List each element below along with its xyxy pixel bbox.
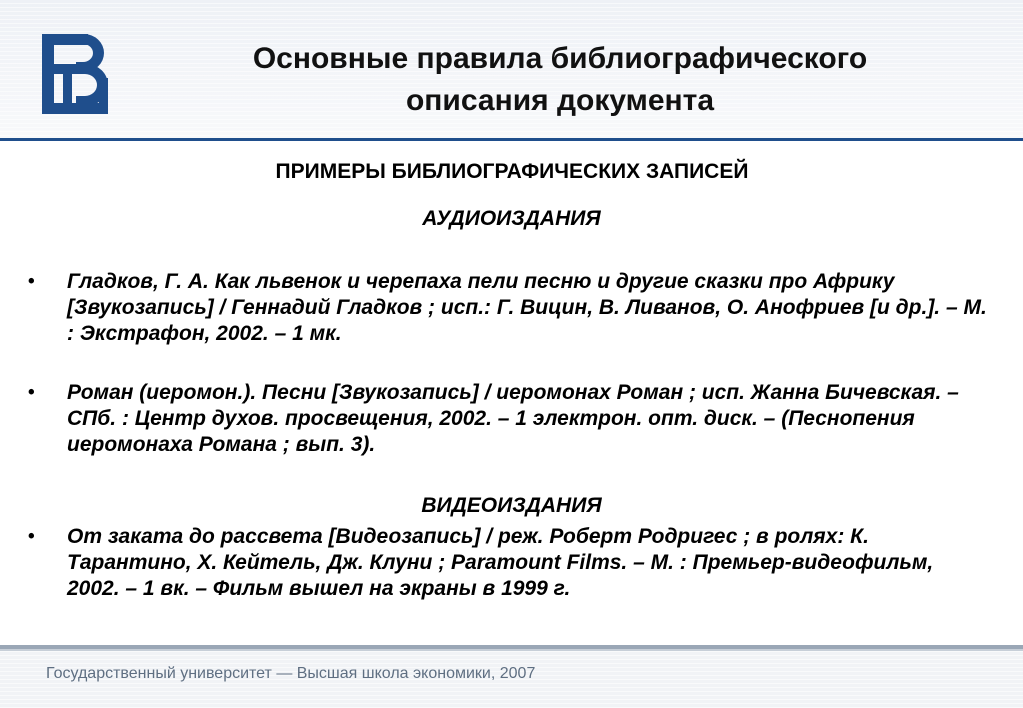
list-item (28, 269, 988, 347)
footer-text: Государственный университет — Высшая школа экономики, 2007 (46, 665, 536, 682)
section-heading: ПРИМЕРЫ БИБЛИОГРАФИЧЕСКИХ ЗАПИСЕЙ (275, 160, 749, 183)
bullet-icon: • (28, 526, 35, 547)
bullet-icon: • (28, 271, 35, 292)
bibliographic-entry: Роман (иеромон.). Песни [Звукозапись] / иеромонах Роман ; исп. Жанна Бичевская. – СПб. : Центр духов. просвещения, 2002. – 1 электрон. опт. диск. – (Песнопения иеромонаха Романа ; вып. 3). (67, 381, 959, 456)
hse-logo-icon (42, 34, 108, 114)
list-item (28, 524, 988, 602)
bullet-icon: • (28, 382, 35, 403)
page-title-line-1: Основные правила библиографического (252, 42, 868, 75)
list-item (28, 380, 988, 458)
bibliographic-entry: От заката до рассвета [Видеозапись] / реж. Роберт Родригес ; в ролях: К. Тарантино, Х. Кейтель, Дж. Клуни ; Paramount Films. – М. : Премьер-видеофильм, 2002. – 1 вк. – Фильм вышел на экраны в 1999 г. (67, 525, 934, 600)
audio-heading: АУДИОИЗДАНИЯ (422, 207, 601, 230)
page-title-line-2: описания документа (405, 84, 715, 117)
page-title (120, 38, 1000, 122)
header-divider (0, 138, 1023, 141)
video-heading: ВИДЕОИЗДАНИЯ (421, 494, 602, 517)
bibliographic-entry: Гладков, Г. А. Как львенок и черепаха пели песню и другие сказки про Африку [Звукозапись] / Геннадий Гладков ; исп.: Г. Вицин, В. Ливанов, О. Анофриев [и др.]. – М. : Экстрафон, 2002. – 1 мк. (67, 270, 987, 345)
